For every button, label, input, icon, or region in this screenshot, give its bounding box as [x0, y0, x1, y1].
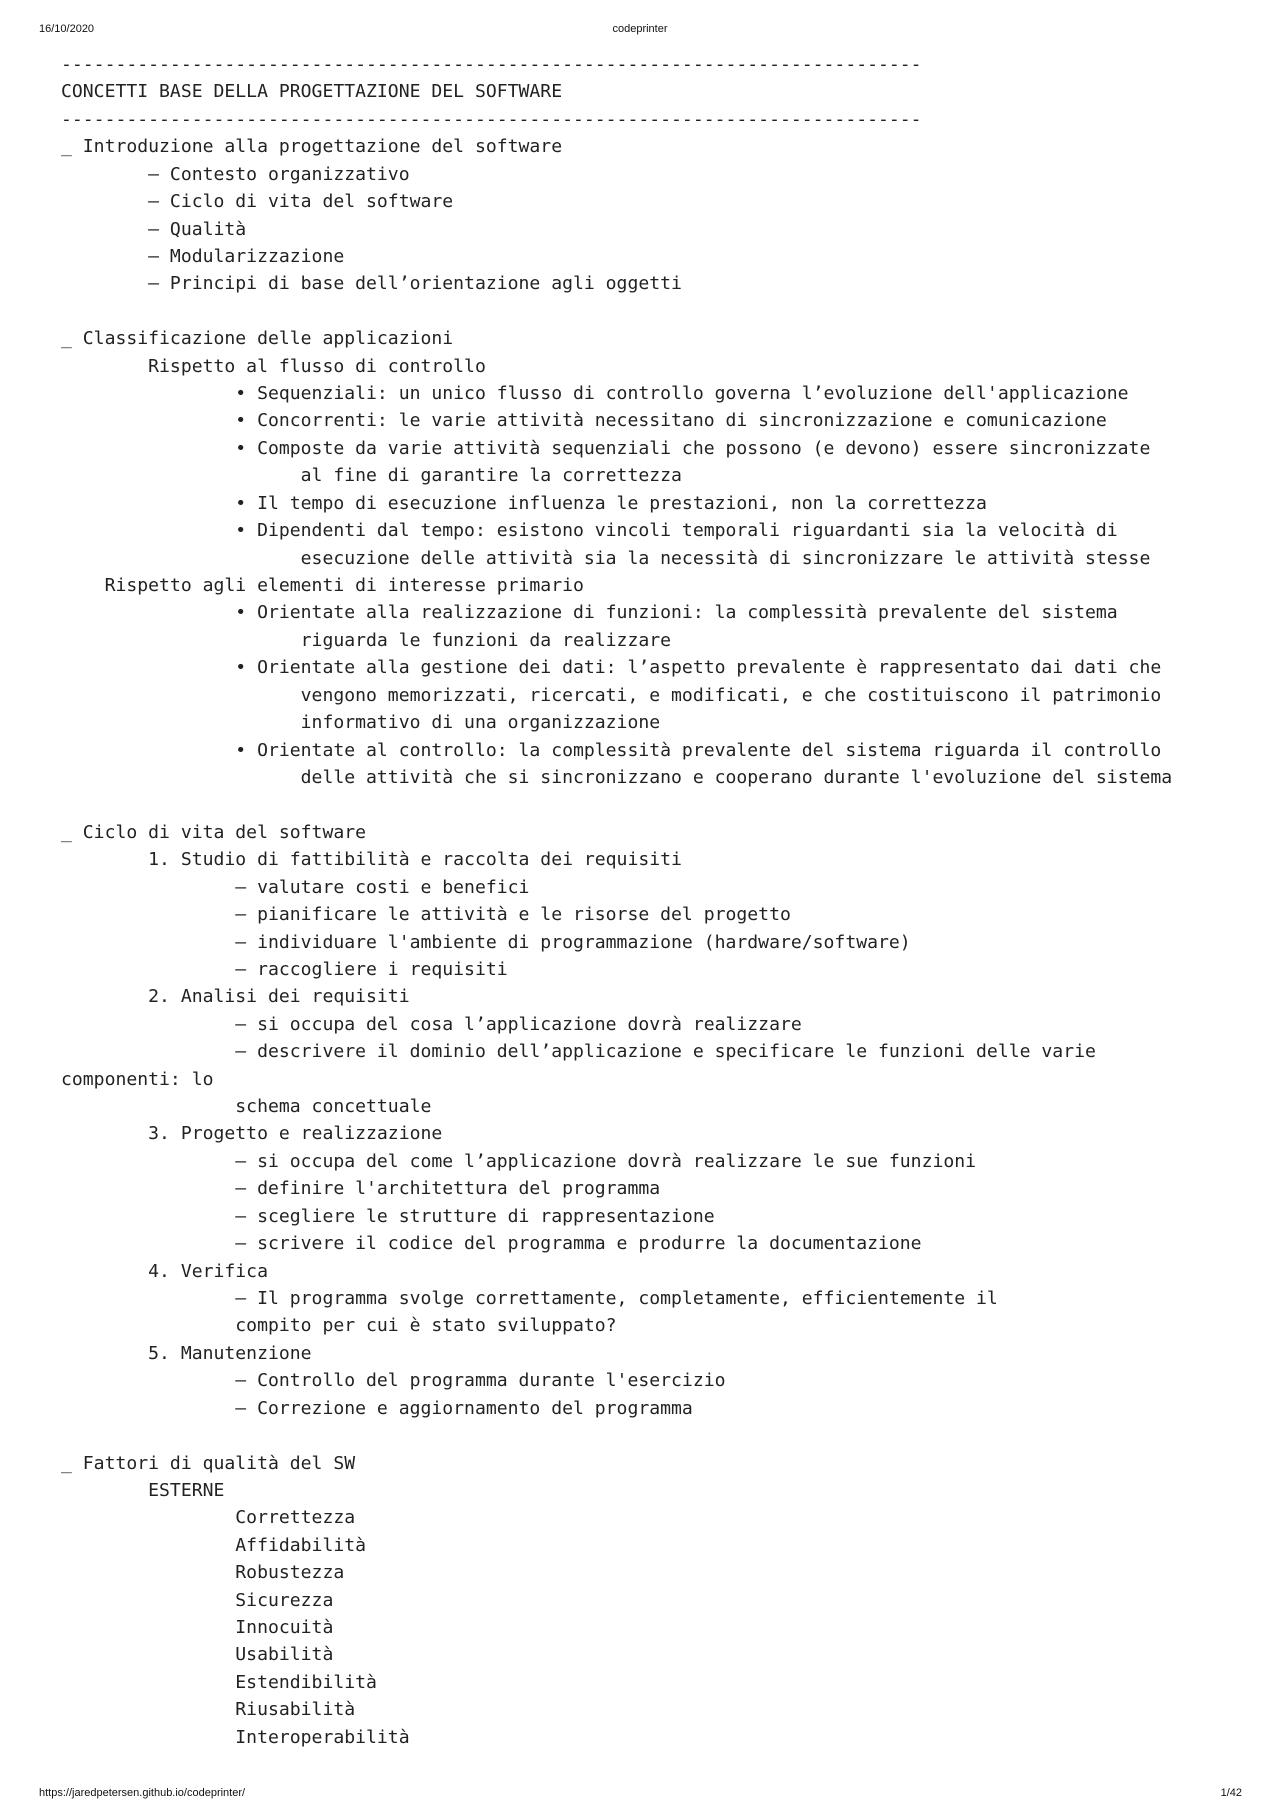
code-line: – raccogliere i requisiti — [61, 958, 508, 980]
code-line: Estendibilità — [61, 1671, 377, 1693]
code-line: – si occupa del come l’applicazione dovrà realizzare le sue funzioni — [61, 1150, 977, 1172]
code-line: al fine di garantire la correttezza — [61, 465, 682, 487]
code-line: – si occupa del cosa l’applicazione dovrà realizzare — [61, 1013, 802, 1035]
code-line: riguarda le funzioni da realizzare — [61, 629, 672, 651]
code-line: – Controllo del programma durante l'esercizio — [61, 1370, 726, 1392]
code-line: – Il programma svolge correttamente, completamente, efficientemente il — [61, 1287, 998, 1309]
code-line: Rispetto agli elementi di interesse primario — [61, 575, 584, 597]
code-line: informativo di una organizzazione — [61, 712, 661, 734]
page-title: codeprinter — [612, 23, 668, 35]
code-line: – pianificare le attività e le risorse del progetto — [61, 904, 791, 926]
code-line: • Dipendenti dal tempo: esistono vincoli temporali riguardanti sia la velocità di — [61, 520, 1118, 542]
code-line: • Composte da varie attività sequenziali che possono (e devono) essere sincronizzate — [61, 437, 1151, 459]
code-line: _ Fattori di qualità del SW — [61, 1452, 356, 1474]
code-line: _ Ciclo di vita del software — [61, 821, 367, 843]
code-line: Rispetto al flusso di controllo — [61, 355, 486, 377]
code-line: – Correzione e aggiornamento del programma — [61, 1397, 693, 1419]
code-line: CONCETTI BASE DELLA PROGETTAZIONE DEL SOFTWARE — [61, 81, 563, 103]
code-line: 2. Analisi dei requisiti — [61, 986, 410, 1008]
code-line: Sicurezza — [61, 1589, 334, 1611]
code-line: • Sequenziali: un unico flusso di controllo governa l’evoluzione dell'applicazione — [61, 383, 1129, 405]
source-url: https://jaredpetersen.github.io/codeprinter/ — [39, 1787, 246, 1799]
code-line: – descrivere il dominio dell’applicazione e specificare le funzioni delle varie — [61, 1041, 1096, 1063]
code-line: Interoperabilità — [61, 1726, 410, 1748]
code-line: 1. Studio di fattibilità e raccolta dei requisiti — [61, 849, 682, 871]
code-line: ------------------------------------------------------------------------------- — [61, 108, 922, 130]
code-line: 4. Verifica — [61, 1260, 268, 1282]
code-line: • Concorrenti: le varie attività necessitano di sincronizzazione e comunicazione — [61, 410, 1107, 432]
code-line: Affidabilità — [61, 1534, 367, 1556]
code-line: 3. Progetto e realizzazione — [61, 1123, 443, 1145]
code-line: – Ciclo di vita del software — [61, 191, 454, 213]
code-line: – individuare l'ambiente di programmazione (hardware/software) — [61, 931, 911, 953]
code-line: – Qualità — [61, 218, 247, 240]
code-line — [61, 1422, 1172, 1449]
code-line — [61, 298, 1172, 325]
print-date: 16/10/2020 — [39, 23, 95, 35]
code-line: • Orientate alla gestione dei dati: l’aspetto prevalente è rappresentato dai dati che — [61, 657, 1162, 679]
code-line: componenti: lo — [61, 1068, 214, 1090]
code-block — [61, 51, 1172, 1751]
code-line: • Il tempo di esecuzione influenza le prestazioni, non la correttezza — [61, 492, 987, 514]
code-line: ESTERNE — [61, 1479, 225, 1501]
code-line: schema concettuale — [61, 1096, 432, 1118]
code-line: _ Classificazione delle applicazioni — [61, 328, 454, 350]
code-line: delle attività che si sincronizzano e cooperano durante l'evoluzione del sistema — [61, 766, 1173, 788]
code-line: Usabilità — [61, 1644, 334, 1666]
code-line: – scrivere il codice del programma e produrre la documentazione — [61, 1233, 922, 1255]
code-line: – Principi di base dell’orientazione agli oggetti — [61, 273, 682, 295]
code-line: – Contesto organizzativo — [61, 163, 410, 185]
code-line: Innocuità — [61, 1617, 334, 1639]
code-line — [61, 791, 1172, 818]
code-line: 5. Manutenzione — [61, 1342, 312, 1364]
code-line: esecuzione delle attività sia la necessità di sincronizzare le attività stesse — [61, 547, 1151, 569]
code-line: • Orientate alla realizzazione di funzioni: la complessità prevalente del sistema — [61, 602, 1118, 624]
code-line: vengono memorizzati, ricercati, e modificati, e che costituiscono il patrimonio — [61, 684, 1162, 706]
code-line: Robustezza — [61, 1562, 345, 1584]
code-line: Correttezza — [61, 1507, 356, 1529]
code-line: – definire l'architettura del programma — [61, 1178, 661, 1200]
code-line: _ Introduzione alla progettazione del software — [61, 136, 563, 158]
page-number: 1/42 — [1220, 1787, 1242, 1799]
code-line: – Modularizzazione — [61, 245, 345, 267]
code-line: – scegliere le strutture di rappresentazione — [61, 1205, 715, 1227]
code-line: compito per cui è stato sviluppato? — [61, 1315, 617, 1337]
code-line: Riusabilità — [61, 1699, 356, 1721]
code-line: – valutare costi e benefici — [61, 876, 530, 898]
code-line: • Orientate al controllo: la complessità prevalente del sistema riguarda il controllo — [61, 739, 1162, 761]
code-line: ------------------------------------------------------------------------------- — [61, 54, 922, 75]
